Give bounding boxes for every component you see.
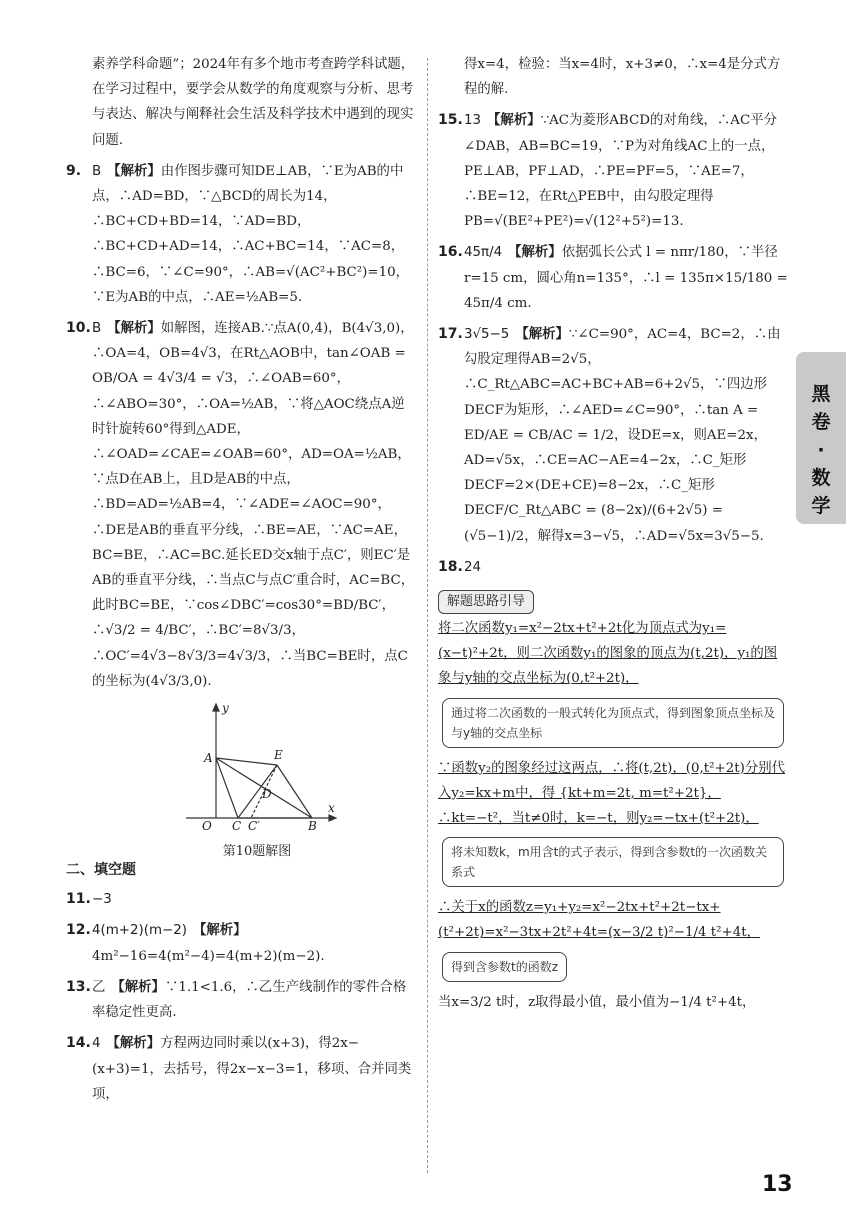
- jiexi-label: 【解析】: [515, 326, 569, 343]
- answer: 3√5−5: [464, 327, 510, 343]
- label-y: y: [222, 701, 229, 716]
- guide-note-1: 通过将二次函数的一般式转化为顶点式，得到图象顶点坐标及与y轴的交点坐标: [442, 698, 784, 748]
- answer: 13: [464, 113, 482, 129]
- segment-AC: [216, 758, 238, 818]
- coordinate-diagram: [66, 700, 418, 830]
- question-number: 12.: [66, 922, 91, 939]
- question-number: 14.: [66, 1035, 91, 1052]
- label-B: B: [308, 819, 317, 831]
- question-10: [66, 316, 418, 694]
- jiexi-label: 【解析】: [111, 978, 165, 995]
- y-axis-arrow: [213, 704, 219, 711]
- explanation: 依据弧长公式 l = nπr/180，∵半径r=15 cm，圆心角n=135°，∴l = 135π×15/180 = 45π/4 cm.: [464, 245, 788, 311]
- answer: 45π/4: [464, 245, 503, 261]
- label-A: A: [204, 751, 213, 766]
- question-number: 17.: [438, 326, 463, 343]
- left-column: [66, 52, 418, 1113]
- jiexi-label: 【解析】: [107, 320, 161, 337]
- question-number: 9.: [66, 162, 82, 179]
- jiexi-label: 【解析】: [107, 162, 161, 179]
- guide-tag: 解题思路引导: [438, 590, 534, 614]
- label-E: E: [274, 748, 283, 763]
- question-16: [438, 240, 788, 316]
- explanation: ∵AC为菱形ABCD的对角线，∴AC平分∠DAB，AB=BC=19，∵P为对角线AC上的一点，PE⊥AB，PF⊥AD，∴PE=PF=5，∵AE=7，∴BE=12，在Rt△PEB中，由勾股定理得PB=√(BE²+PE²)=√(12²+5²)=13.: [464, 113, 777, 230]
- question-number: 18.: [438, 558, 463, 575]
- answer: 24: [464, 559, 482, 575]
- jiexi-label: 【解析】: [487, 112, 541, 129]
- explanation: 方程两边同时乘以(x+3)，得2x−(x+3)=1，去括号，得2x−x−3=1，移项、合并同类项，: [92, 1036, 412, 1102]
- side-tab-label: 黑卷·数学: [811, 383, 831, 517]
- answer: 4: [92, 1036, 101, 1052]
- question-number: 13.: [66, 978, 91, 995]
- section-title: 二、填空题: [66, 862, 136, 879]
- question-number: 11.: [66, 891, 91, 908]
- jiexi-label: 【解析】: [106, 1035, 161, 1052]
- answer: B: [92, 321, 102, 337]
- page-number: 13: [762, 1172, 793, 1197]
- guide-note-3: 得到含参数t的函数z: [442, 952, 567, 982]
- guide-note-2: 将未知数k，m用含t的式子表示，得到含参数t的一次函数关系式: [442, 837, 784, 887]
- question-14-continued: 得x=4，检验：当x=4时，x+3≠0，∴x=4是分式方程的解.: [464, 57, 781, 98]
- question-17: [438, 322, 788, 549]
- label-D: D: [262, 787, 272, 802]
- question-14: [66, 1031, 418, 1107]
- answer: B: [92, 163, 102, 179]
- question-9: [66, 159, 418, 310]
- question-number: 10.: [66, 320, 91, 337]
- question-number: 16.: [438, 244, 463, 261]
- label-C-prime: C′: [248, 819, 260, 831]
- explanation: 由作图步骤可知DE⊥AB，∵E为AB的中点，∴AD=BD，∵△BCD的周长为14，∴BC+CD+BD=14，∵AD=BD，∴BC+CD+AD=14，∴AC+BC=14，∵AC=8，∴BC=6，∵∠C=90°，∴AB=√(AC²+BC²)=10，∵E为AB的中点，∴AE=½AB=5.: [92, 163, 410, 305]
- question-12: [66, 918, 418, 968]
- column-divider: [427, 58, 428, 1173]
- question-number: 15.: [438, 112, 463, 129]
- figure-caption: 第10题解图: [222, 844, 292, 860]
- q18-step-2: ∵函数y₂的图象经过这两点，∴将(t,2t)，(0,t²+2t)分别代入y₂=kx+m中，得 {kt+m=2t, m=t²+2t}，∴kt=−t²，当t≠0时，k=−t，则y₂=−tx+(t²+2t)，: [438, 760, 786, 827]
- question-18: [438, 555, 788, 580]
- q18-step-4: 当x=3/2 t时，z取得最小值，最小值为−1/4 t²+4t，: [438, 994, 756, 1010]
- x-axis-arrow: [329, 815, 336, 821]
- right-column: [438, 52, 788, 1015]
- explanation: ∵∠C=90°，AC=4，BC=2，∴由勾股定理得AB=2√5，∴C_Rt△ABC=AC+BC+AB=6+2√5，∵四边形DECF为矩形，∴∠AED=∠C=90°，∴tan A = ED/AE = CB/AC = 1/2，设DE=x，则AE=2x，AD=√5x，∴CE=AC−AE=4−2x，∴C_矩形DECF=2×(DE+CE)=8−2x，∴C_矩形DECF/C_Rt△ABC = (8−2x)/(6+2√5) = (√5−1)/2，解得x=3−√5，∴AD=√5x=3√5−5.: [464, 327, 781, 544]
- intro-paragraph: 素养学科命题”；2024年有多个地市考查跨学科试题，在学习过程中，要学会从数学的角度观察与分析、思考与表达、解决与阐释社会生活及科学技术中遇到的现实问题.: [92, 57, 415, 148]
- jiexi-label: 【解析】: [508, 244, 562, 261]
- question-15: [438, 108, 788, 234]
- question-11: [66, 887, 418, 912]
- label-C: C: [232, 819, 242, 831]
- segment-EB: [277, 765, 312, 818]
- answer: 乙: [92, 979, 106, 995]
- explanation: ∵1.1<1.6，∴乙生产线制作的零件合格率稳定性更高.: [92, 979, 407, 1021]
- explanation: 4m²−16=4(m²−4)=4(m+2)(m−2).: [92, 948, 325, 964]
- explanation: 如解图，连接AB.∵点A(0,4)，B(4√3,0)，∴OA=4，OB=4√3，在Rt△AOB中，tan∠OAB = OB/OA = 4√3/4 = √3，∴∠OAB=60°，∴∠ABO=30°，∴OA=½AB，∵将△AOC绕点A逆时针旋转60°得到△ADE，∴∠OAD=∠CAE=∠OAB=60°，AD=OA=½AB，∵点D在AB上，且D是AB的中点，∴BD=AD=½AB=4，∵∠ADE=∠AOC=90°，∴DE是AB的垂直平分线，∴BE=AE，∵AC=AE，BC=BE，∴AC=BC.延长ED交x轴于点C′，则EC′是AB的垂直平分线，∴当点C与点C′重合时，AC=BC，此时BC=BE，∵cos∠DBC′=cos30°=BD/BC′，∴√3/2 = 4/BC′，∴BC′=8√3/3，∴OC′=4√3−8√3/3=4√3/3，∴当BC=BE时，点C的坐标为(4√3/3,0).: [92, 321, 415, 689]
- figure-q10: [66, 700, 418, 860]
- jiexi-label: 【解析】: [192, 922, 247, 939]
- answer: −3: [92, 892, 112, 908]
- question-13: [66, 975, 418, 1025]
- q18-step-1: 将二次函数y₁=x²−2tx+t²+2t化为顶点式为y₁=(x−t)²+2t，则二次函数y₁的图象的顶点为(t,2t)，y₁的图象与y轴的交点坐标为(0,t²+2t)，: [438, 621, 778, 687]
- label-x: x: [328, 801, 335, 816]
- q18-step-3: ∴关于x的函数z=y₁+y₂=x²−2tx+t²+2t−tx+(t²+2t)=x²−3tx+2t²+4t=(x−3/2 t)²−1/4 t²+4t，: [438, 900, 761, 941]
- label-O: O: [202, 819, 212, 831]
- answer: 4(m+2)(m−2): [92, 923, 187, 939]
